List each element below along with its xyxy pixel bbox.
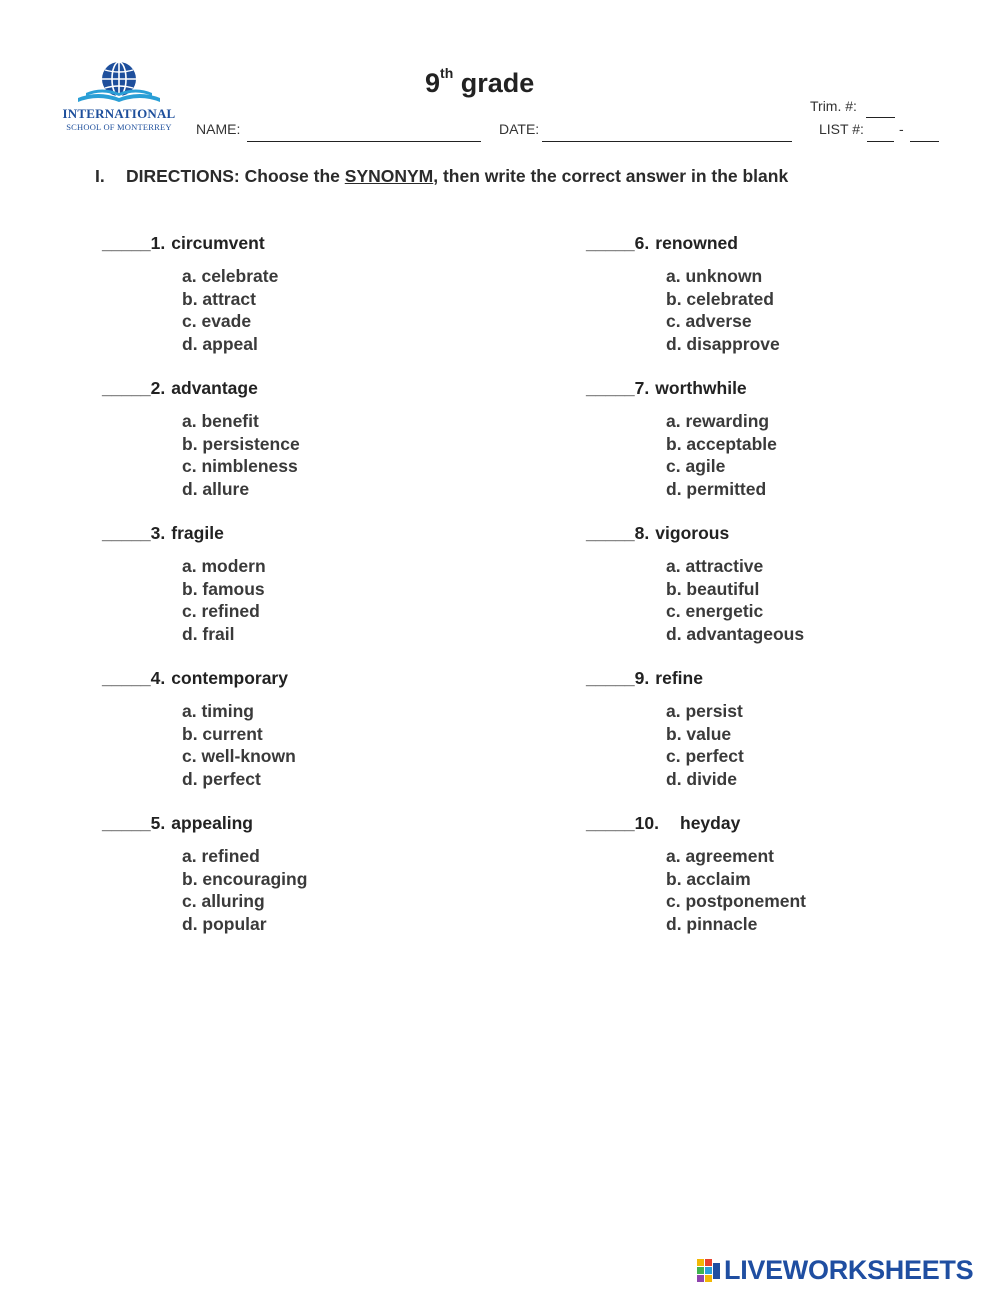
- question-5: [102, 813, 402, 935]
- option: d. divide: [666, 768, 737, 789]
- option: a. persist: [666, 701, 743, 721]
- option: a. agreement: [666, 846, 774, 866]
- question-3: [102, 523, 402, 645]
- date-label: DATE:: [499, 121, 540, 137]
- question-7: [586, 378, 886, 500]
- option: b. beautiful: [666, 578, 760, 599]
- answer-blank[interactable]: _____: [586, 378, 635, 398]
- list-field-start[interactable]: [867, 141, 894, 142]
- question-word: fragile: [171, 523, 224, 543]
- option: b. current: [182, 723, 263, 744]
- question-number: 7.: [634, 378, 650, 398]
- question-4: [102, 668, 402, 790]
- question-1: [102, 233, 402, 355]
- option: c. nimbleness: [182, 456, 298, 477]
- list-label: LIST #:: [819, 121, 864, 137]
- option: c. refined: [182, 601, 260, 622]
- option: b. famous: [182, 578, 265, 599]
- grade-suffix: th: [440, 65, 454, 81]
- answer-blank[interactable]: _____: [102, 813, 151, 833]
- directions-number: I.: [95, 166, 105, 186]
- globe-book-icon: [76, 60, 162, 106]
- option: c. evade: [182, 311, 252, 332]
- option: d. disapprove: [666, 333, 780, 354]
- option: d. advantageous: [666, 623, 805, 644]
- question-10: [586, 813, 886, 935]
- question-word: advantage: [171, 378, 258, 398]
- answer-blank[interactable]: _____: [586, 813, 635, 833]
- question-word: renowned: [655, 233, 738, 253]
- option: b. encouraging: [182, 868, 308, 889]
- directions: [95, 166, 788, 187]
- option: a. modern: [182, 556, 266, 576]
- name-label: NAME:: [196, 121, 241, 137]
- option: c. alluring: [182, 891, 265, 912]
- question-word: contemporary: [171, 668, 288, 688]
- answer-blank[interactable]: _____: [102, 668, 151, 688]
- name-field[interactable]: [247, 141, 481, 142]
- option: b. persistence: [182, 433, 300, 454]
- trim-field[interactable]: [866, 117, 895, 118]
- answer-blank[interactable]: _____: [102, 523, 151, 543]
- question-word: appealing: [171, 813, 253, 833]
- question-number: 6.: [634, 233, 650, 253]
- option: c. energetic: [666, 601, 764, 622]
- question-word: circumvent: [171, 233, 265, 253]
- date-field[interactable]: [542, 141, 792, 142]
- option: b. value: [666, 723, 732, 744]
- answer-blank[interactable]: _____: [586, 233, 635, 253]
- question-6: [586, 233, 886, 355]
- grade-number: 9: [425, 68, 441, 98]
- question-number: 5.: [150, 813, 166, 833]
- option: a. benefit: [182, 411, 259, 431]
- question-9: [586, 668, 886, 790]
- option: d. allure: [182, 478, 250, 499]
- question-number: 1.: [150, 233, 166, 253]
- option: d. perfect: [182, 768, 261, 789]
- list-field-end[interactable]: [910, 141, 939, 142]
- option: c. well-known: [182, 746, 296, 767]
- answer-blank[interactable]: _____: [586, 668, 635, 688]
- question-8: [586, 523, 886, 645]
- question-2: [102, 378, 402, 500]
- question-word: vigorous: [655, 523, 730, 543]
- question-word: refine: [655, 668, 703, 688]
- trim-label: Trim. #:: [810, 98, 857, 114]
- liveworksheets-text: LIVEWORKSHEETS: [724, 1255, 974, 1285]
- option: c. perfect: [666, 746, 744, 767]
- liveworksheets-logo-icon: [697, 1259, 721, 1283]
- option: d. pinnacle: [666, 913, 758, 934]
- question-number: 4.: [150, 668, 166, 688]
- question-number: 2.: [150, 378, 166, 398]
- school-name-line2: SCHOOL OF MONTERREY: [66, 122, 172, 132]
- option: c. agile: [666, 456, 726, 477]
- question-number: 10.: [634, 813, 659, 833]
- list-separator: -: [899, 121, 904, 137]
- answer-blank[interactable]: _____: [102, 233, 151, 253]
- option: d. frail: [182, 623, 235, 644]
- option: a. rewarding: [666, 411, 770, 431]
- option: b. attract: [182, 288, 256, 309]
- option: d. popular: [182, 913, 267, 934]
- school-logo: [60, 60, 178, 136]
- option: c. postponement: [666, 891, 807, 912]
- answer-blank[interactable]: _____: [586, 523, 635, 543]
- option: d. permitted: [666, 478, 767, 499]
- school-name-line1: INTERNATIONAL: [62, 106, 176, 121]
- answer-blank[interactable]: _____: [102, 378, 151, 398]
- directions-keyword: SYNONYM: [344, 166, 434, 186]
- question-word: worthwhile: [655, 378, 747, 398]
- question-number: 8.: [634, 523, 650, 543]
- option: b. celebrated: [666, 288, 774, 309]
- page-title: [425, 65, 535, 99]
- option: a. attractive: [666, 556, 764, 576]
- directions-text-after: , then write the correct answer in the blank: [433, 166, 789, 186]
- option: b. acclaim: [666, 868, 751, 889]
- option: a. celebrate: [182, 266, 279, 286]
- option: a. timing: [182, 701, 254, 721]
- directions-text-before: DIRECTIONS: Choose the: [126, 166, 345, 186]
- option: a. unknown: [666, 266, 763, 286]
- grade-word: grade: [460, 68, 535, 98]
- option: b. acceptable: [666, 433, 777, 454]
- option: d. appeal: [182, 333, 258, 354]
- option: a. refined: [182, 846, 260, 866]
- question-number: 9.: [634, 668, 650, 688]
- question-word: heyday: [680, 813, 741, 833]
- question-number: 3.: [150, 523, 166, 543]
- option: c. adverse: [666, 311, 752, 332]
